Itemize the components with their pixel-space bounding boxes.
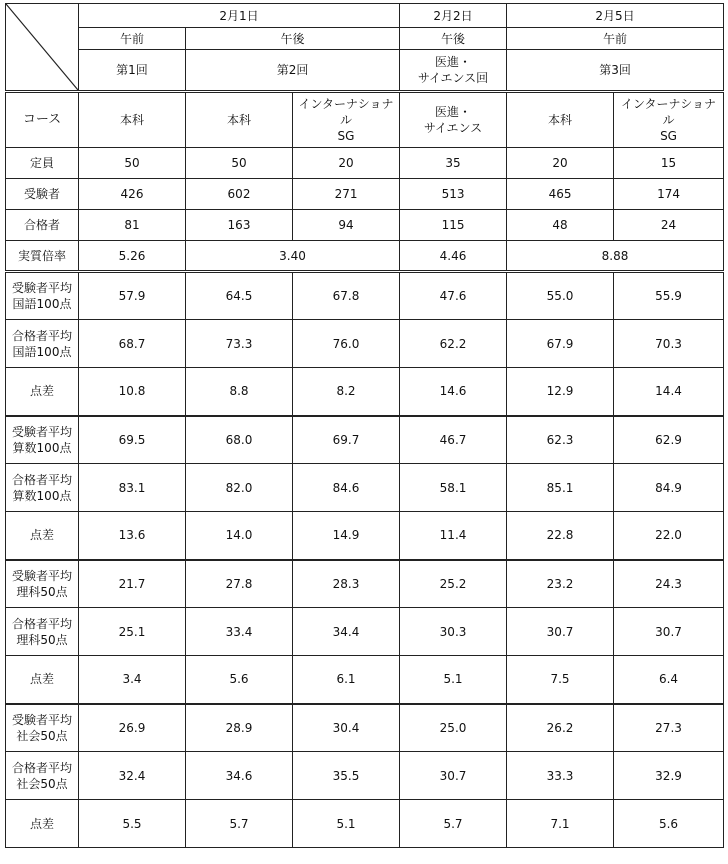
score-cell: 5.7 — [186, 800, 293, 848]
score-cell: 58.1 — [400, 464, 507, 512]
score-cell: 30.7 — [400, 752, 507, 800]
score-cell: 30.7 — [507, 608, 614, 656]
row-label: 点差 — [6, 368, 79, 416]
period-header: 午前 — [79, 28, 186, 50]
row-label: 実質倍率 — [6, 241, 79, 272]
score-cell: 5.6 — [614, 800, 724, 848]
score-cell: 5.1 — [293, 800, 400, 848]
date-header: 2月2日 — [400, 4, 507, 28]
table-row — [6, 464, 724, 512]
score-cell: 5.7 — [400, 800, 507, 848]
score-cell: 34.4 — [293, 608, 400, 656]
score-cell: 62.2 — [400, 320, 507, 368]
row-label: 合格者平均 国語100点 — [6, 320, 79, 368]
score-cell: 12.9 — [507, 368, 614, 416]
score-cell: 62.3 — [507, 416, 614, 464]
score-cell: 10.8 — [79, 368, 186, 416]
score-cell: 23.2 — [507, 560, 614, 608]
score-cell: 14.6 — [400, 368, 507, 416]
value-cell: 81 — [79, 210, 186, 241]
score-cell: 34.6 — [186, 752, 293, 800]
session-header: 医進・ サイエンス回 — [400, 50, 507, 92]
score-cell: 28.3 — [293, 560, 400, 608]
value-cell: 426 — [79, 179, 186, 210]
score-cell: 69.5 — [79, 416, 186, 464]
table-row — [6, 148, 724, 179]
score-cell: 32.4 — [79, 752, 186, 800]
course-cell: 本科 — [79, 92, 186, 148]
value-cell: 35 — [400, 148, 507, 179]
table-row — [6, 656, 724, 704]
score-cell: 55.9 — [614, 272, 724, 320]
table-row — [6, 210, 724, 241]
row-label: 受験者平均 算数100点 — [6, 416, 79, 464]
row-label: 合格者平均 社会50点 — [6, 752, 79, 800]
table-row — [6, 512, 724, 560]
score-cell: 6.4 — [614, 656, 724, 704]
score-cell: 14.0 — [186, 512, 293, 560]
ratio-cell: 4.46 — [400, 241, 507, 272]
score-cell: 32.9 — [614, 752, 724, 800]
score-cell: 64.5 — [186, 272, 293, 320]
score-cell: 84.9 — [614, 464, 724, 512]
score-cell: 70.3 — [614, 320, 724, 368]
score-cell: 8.8 — [186, 368, 293, 416]
value-cell: 50 — [186, 148, 293, 179]
value-cell: 115 — [400, 210, 507, 241]
value-cell: 163 — [186, 210, 293, 241]
score-cell: 14.4 — [614, 368, 724, 416]
score-cell: 6.1 — [293, 656, 400, 704]
table-row — [6, 179, 724, 210]
score-cell: 28.9 — [186, 704, 293, 752]
table-row — [6, 608, 724, 656]
table-row — [6, 272, 724, 320]
ratio-cell: 3.40 — [186, 241, 400, 272]
table-row — [6, 241, 724, 272]
score-cell: 21.7 — [79, 560, 186, 608]
score-cell: 8.2 — [293, 368, 400, 416]
ratio-cell: 8.88 — [507, 241, 724, 272]
score-cell: 67.9 — [507, 320, 614, 368]
row-label: 合格者平均 算数100点 — [6, 464, 79, 512]
value-cell: 24 — [614, 210, 724, 241]
score-cell: 27.8 — [186, 560, 293, 608]
table-row — [6, 416, 724, 464]
period-header: 午後 — [186, 28, 400, 50]
value-cell: 174 — [614, 179, 724, 210]
corner-diagonal-cell — [6, 4, 79, 92]
session-header: 第1回 — [79, 50, 186, 92]
session-header: 第2回 — [186, 50, 400, 92]
session-header: 第3回 — [507, 50, 724, 92]
score-cell: 46.7 — [400, 416, 507, 464]
score-cell: 67.8 — [293, 272, 400, 320]
value-cell: 20 — [293, 148, 400, 179]
score-cell: 62.9 — [614, 416, 724, 464]
period-header: 午前 — [507, 28, 724, 50]
course-cell: 本科 — [507, 92, 614, 148]
table-row — [6, 320, 724, 368]
row-label: コース — [6, 92, 79, 148]
value-cell: 271 — [293, 179, 400, 210]
score-cell: 5.6 — [186, 656, 293, 704]
score-cell: 83.1 — [79, 464, 186, 512]
score-cell: 27.3 — [614, 704, 724, 752]
score-cell: 84.6 — [293, 464, 400, 512]
date-header: 2月5日 — [507, 4, 724, 28]
value-cell: 602 — [186, 179, 293, 210]
score-cell: 69.7 — [293, 416, 400, 464]
score-cell: 11.4 — [400, 512, 507, 560]
row-label: 定員 — [6, 148, 79, 179]
score-cell: 24.3 — [614, 560, 724, 608]
score-cell: 7.1 — [507, 800, 614, 848]
course-cell: インターナショナル SG — [614, 92, 724, 148]
value-cell: 513 — [400, 179, 507, 210]
row-label: 受験者 — [6, 179, 79, 210]
value-cell: 48 — [507, 210, 614, 241]
score-cell: 26.9 — [79, 704, 186, 752]
row-label: 受験者平均 国語100点 — [6, 272, 79, 320]
row-label: 点差 — [6, 512, 79, 560]
row-label: 受験者平均 社会50点 — [6, 704, 79, 752]
row-label: 合格者平均 理科50点 — [6, 608, 79, 656]
table-row — [6, 560, 724, 608]
score-cell: 25.0 — [400, 704, 507, 752]
score-cell: 5.1 — [400, 656, 507, 704]
score-cell: 73.3 — [186, 320, 293, 368]
score-cell: 5.5 — [79, 800, 186, 848]
score-cell: 85.1 — [507, 464, 614, 512]
score-cell: 22.0 — [614, 512, 724, 560]
table-row — [6, 752, 724, 800]
table-row — [6, 92, 724, 148]
value-cell: 465 — [507, 179, 614, 210]
row-label: 点差 — [6, 656, 79, 704]
period-header: 午後 — [400, 28, 507, 50]
diagonal-line-icon — [6, 4, 78, 90]
row-label: 合格者 — [6, 210, 79, 241]
score-cell: 76.0 — [293, 320, 400, 368]
row-label: 受験者平均 理科50点 — [6, 560, 79, 608]
table-row — [6, 368, 724, 416]
score-cell: 13.6 — [79, 512, 186, 560]
ratio-cell: 5.26 — [79, 241, 186, 272]
score-cell: 25.2 — [400, 560, 507, 608]
score-cell: 33.3 — [507, 752, 614, 800]
score-cell: 30.3 — [400, 608, 507, 656]
date-header: 2月1日 — [79, 4, 400, 28]
score-cell: 68.7 — [79, 320, 186, 368]
score-cell: 33.4 — [186, 608, 293, 656]
score-cell: 22.8 — [507, 512, 614, 560]
score-cell: 57.9 — [79, 272, 186, 320]
course-cell: 本科 — [186, 92, 293, 148]
value-cell: 20 — [507, 148, 614, 179]
score-cell: 55.0 — [507, 272, 614, 320]
score-cell: 7.5 — [507, 656, 614, 704]
table-row — [6, 704, 724, 752]
table-row — [6, 800, 724, 848]
score-cell: 26.2 — [507, 704, 614, 752]
score-cell: 47.6 — [400, 272, 507, 320]
exam-results-table — [5, 3, 724, 848]
score-cell: 3.4 — [79, 656, 186, 704]
score-cell: 82.0 — [186, 464, 293, 512]
score-cell: 30.7 — [614, 608, 724, 656]
score-cell: 30.4 — [293, 704, 400, 752]
score-cell: 35.5 — [293, 752, 400, 800]
score-cell: 68.0 — [186, 416, 293, 464]
value-cell: 15 — [614, 148, 724, 179]
course-cell: 医進・ サイエンス — [400, 92, 507, 148]
score-cell: 14.9 — [293, 512, 400, 560]
value-cell: 50 — [79, 148, 186, 179]
value-cell: 94 — [293, 210, 400, 241]
row-label: 点差 — [6, 800, 79, 848]
course-cell: インターナショナル SG — [293, 92, 400, 148]
score-cell: 25.1 — [79, 608, 186, 656]
